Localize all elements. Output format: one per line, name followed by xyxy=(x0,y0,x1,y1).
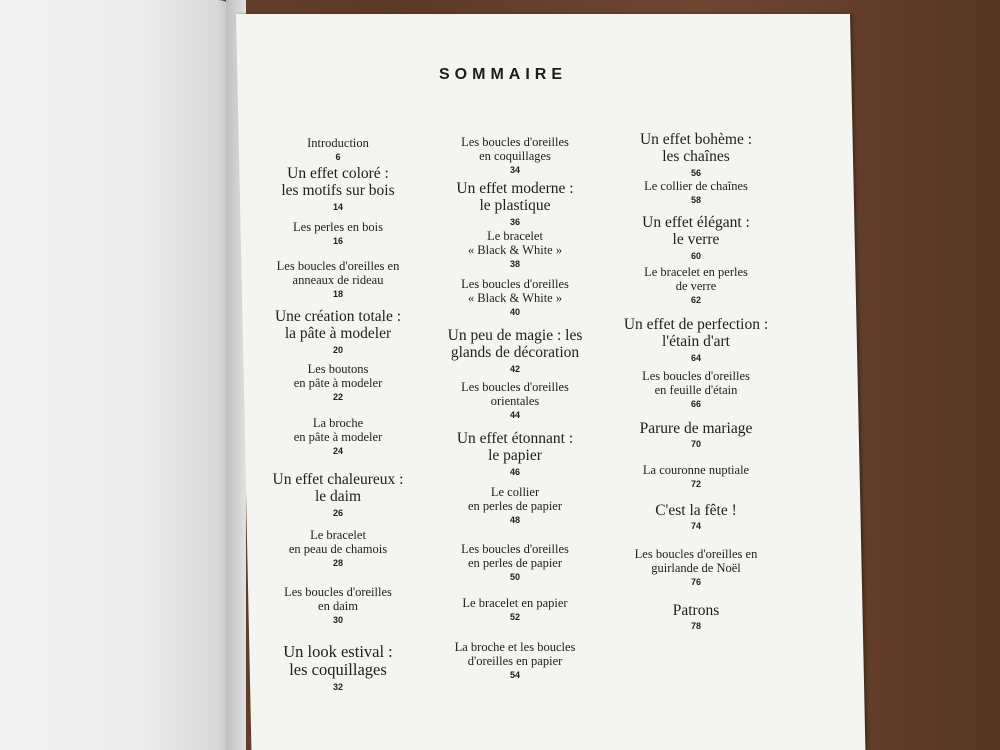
left-page xyxy=(0,0,236,750)
toc-entry-page-number: 70 xyxy=(690,439,701,450)
toc-entry-page-number: 64 xyxy=(690,352,701,363)
toc-entry-title: Le bracelet en papier xyxy=(462,596,568,610)
toc-entry-title: Un effet de perfection : l'étain d'art xyxy=(623,316,769,351)
toc-entry-title: Les boucles d'oreilles orientales xyxy=(461,380,569,408)
toc-entry-title: Un effet coloré : les motifs sur bois xyxy=(281,165,395,200)
toc-entry-title: Une création totale : la pâte à modeler xyxy=(274,308,402,343)
toc-entry xyxy=(581,420,811,449)
toc-entry xyxy=(581,602,811,631)
toc-entry-page-number: 30 xyxy=(332,615,343,625)
toc-entry xyxy=(581,463,811,489)
toc-entry-title: Un look estival : les coquillages xyxy=(283,642,393,680)
toc-entry-title: La couronne nuptiale xyxy=(642,463,750,477)
toc-entry-page-number: 62 xyxy=(690,295,701,305)
toc-entry-page-number: 74 xyxy=(690,521,701,532)
toc-entry xyxy=(581,369,811,409)
toc-entry-page-number: 76 xyxy=(690,577,701,587)
toc-entry-title: Les boucles d'oreilles en guirlande de Noël xyxy=(634,547,758,575)
toc-entry-title: Les boucles d'oreilles en feuille d'étain xyxy=(642,369,750,397)
toc-entry-title: Patrons xyxy=(672,602,720,619)
toc-entry-page-number: 46 xyxy=(509,466,520,477)
toc-entry-title: Le collier en perles de papier xyxy=(467,485,563,513)
toc-entry xyxy=(581,214,811,261)
toc-entry-page-number: 28 xyxy=(332,558,343,568)
toc-entry-title: Les boucles d'oreilles en perles de papier xyxy=(461,542,569,570)
page-title: SOMMAIRE xyxy=(439,66,567,83)
toc-entry-title: Les boucles d'oreilles en anneaux de rideau xyxy=(276,259,400,287)
toc-entry xyxy=(400,640,630,680)
toc-entry-page-number: 20 xyxy=(332,344,343,355)
toc-entry-page-number: 14 xyxy=(332,201,343,212)
toc-entry-page-number: 66 xyxy=(690,399,701,409)
toc-entry-title: Le bracelet « Black & White » xyxy=(467,229,563,257)
toc-entry-page-number: 18 xyxy=(332,289,343,299)
toc-entry-page-number: 24 xyxy=(332,446,343,456)
toc-entry-page-number: 16 xyxy=(332,236,343,246)
toc-entry-title: Les boucles d'oreilles en coquillages xyxy=(461,135,569,163)
toc-entry-title: Les boucles d'oreilles en daim xyxy=(284,585,392,613)
toc-entry-page-number: 44 xyxy=(509,410,520,420)
toc-entry-title: Parure de mariage xyxy=(639,420,753,437)
toc-entry-page-number: 50 xyxy=(509,572,520,582)
toc-entry-title: La broche et les boucles d'oreilles en papier xyxy=(454,640,576,668)
toc-entry-page-number: 56 xyxy=(690,167,701,178)
toc-entry-title: Un effet élégant : le verre xyxy=(642,214,750,249)
toc-entry-title: Le bracelet en peau de chamois xyxy=(288,528,388,556)
toc-entry-page-number: 36 xyxy=(509,216,520,227)
toc-entry-page-number: 78 xyxy=(690,621,701,632)
toc-entry-title: La broche en pâte à modeler xyxy=(293,416,383,444)
toc-entry-page-number: 48 xyxy=(509,515,520,525)
toc-entry-title: Un effet moderne : le plastique xyxy=(456,180,574,215)
toc-entry-page-number: 26 xyxy=(332,507,343,518)
toc-entry-page-number: 32 xyxy=(332,681,343,692)
toc-entry-page-number: 72 xyxy=(690,479,701,489)
toc-entry-page-number: 58 xyxy=(690,195,701,205)
toc-entry xyxy=(581,179,811,205)
toc-entry xyxy=(581,265,811,305)
toc-entry-page-number: 34 xyxy=(509,165,520,175)
toc-entry-page-number: 22 xyxy=(332,392,343,402)
toc-entry-title: C'est la fête ! xyxy=(655,502,737,519)
toc-entry-page-number: 60 xyxy=(690,250,701,261)
toc-entry-title: Les boucles d'oreilles « Black & White » xyxy=(461,277,569,305)
toc-entry-title: Un effet étonnant : le papier xyxy=(456,430,574,465)
toc-entry-page-number: 40 xyxy=(509,307,520,317)
toc-entry-title: Les boutons en pâte à modeler xyxy=(293,362,383,390)
toc-entry-title: Un peu de magie : les glands de décoration xyxy=(447,327,583,362)
toc-entry-title: Un effet bohème : les chaînes xyxy=(639,131,753,166)
toc-entry-page-number: 38 xyxy=(509,259,520,269)
toc-entry-page-number: 6 xyxy=(335,152,341,162)
toc-entry-title: Le bracelet en perles de verre xyxy=(644,265,748,293)
toc-entry-title: Introduction xyxy=(307,136,369,150)
toc-entry-page-number: 52 xyxy=(509,612,520,622)
toc-entry-page-number: 54 xyxy=(509,670,520,680)
toc-entry xyxy=(581,316,811,363)
toc-entry-title: Les perles en bois xyxy=(293,220,383,234)
toc-entry xyxy=(581,131,811,178)
toc-entry xyxy=(581,502,811,531)
toc-entry-title: Un effet chaleureux : le daim xyxy=(272,471,404,506)
toc-entry-page-number: 42 xyxy=(509,363,520,374)
toc-entry-title: Le collier de chaînes xyxy=(644,179,748,193)
toc-entry xyxy=(581,547,811,587)
